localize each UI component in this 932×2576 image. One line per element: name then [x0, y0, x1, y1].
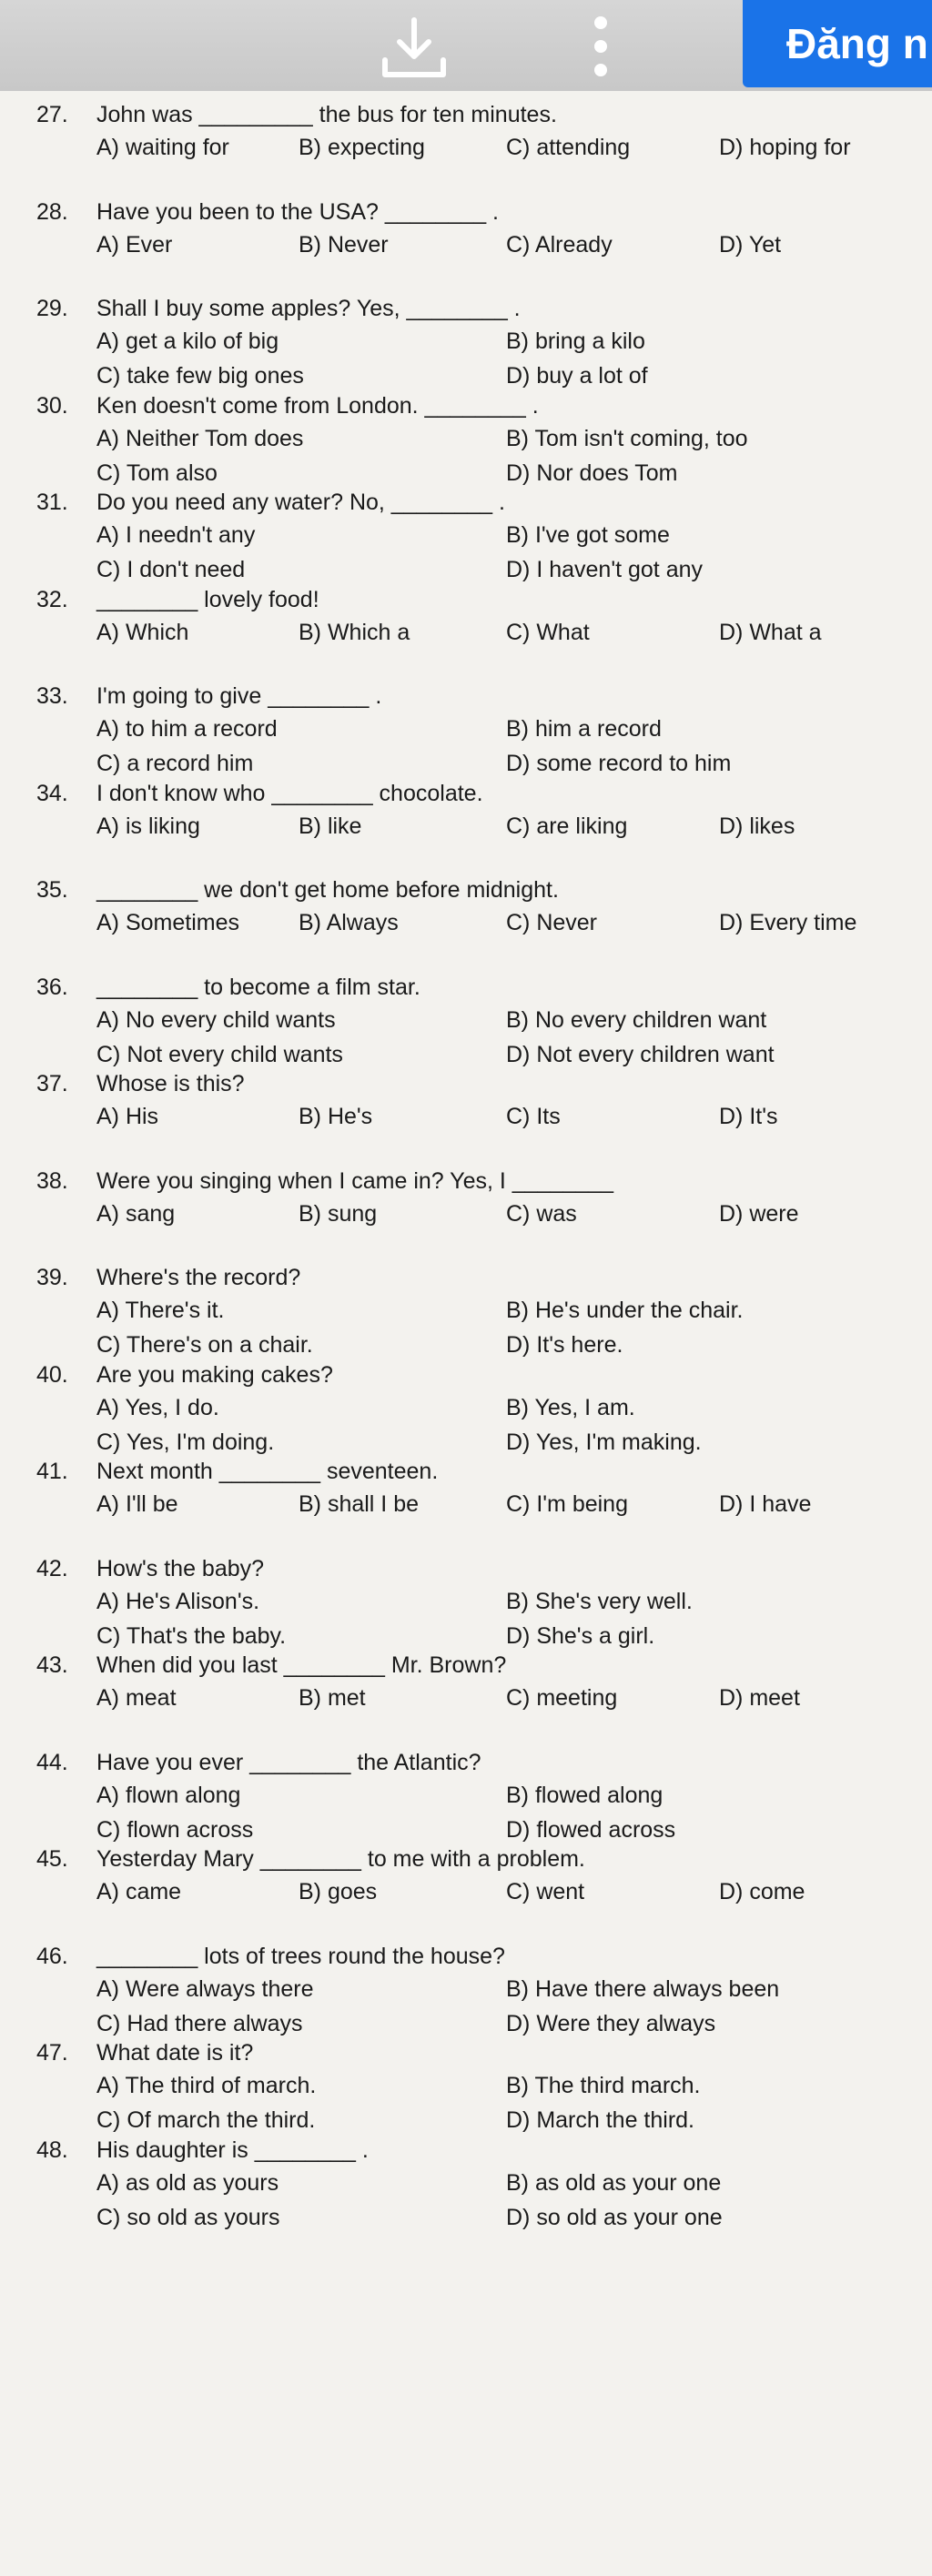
- question-number: 39.: [36, 1265, 68, 1290]
- answer-option: A) as old as yours: [96, 2169, 279, 2196]
- answer-option: C) I'm being: [506, 1491, 628, 1517]
- answer-option: C) What: [506, 619, 590, 645]
- answer-option: A) Which: [96, 619, 189, 645]
- question-text: How's the baby?: [96, 1555, 265, 1581]
- answer-option: D) flowed across: [506, 1816, 676, 1843]
- answer-option: B) He's under the chair.: [506, 1298, 744, 1323]
- answer-option: B) bring a kilo: [506, 328, 645, 354]
- question-item: [0, 1359, 932, 1455]
- question-number: 37.: [36, 1071, 68, 1096]
- question-number: 44.: [36, 1749, 68, 1775]
- question-text: What date is it?: [96, 2040, 254, 2066]
- answer-option: D) It's here.: [506, 1332, 623, 1358]
- question-item: [0, 1843, 932, 1934]
- question-text: His daughter is ________ .: [96, 2137, 369, 2163]
- answer-option: A) The third of march.: [96, 2073, 317, 2098]
- question-item: [0, 292, 932, 389]
- question-number: 34.: [36, 780, 68, 806]
- question-text: Ken doesn't come from London. ________ .: [96, 392, 539, 419]
- question-number: 35.: [36, 877, 68, 903]
- question-text: Whose is this?: [96, 1071, 245, 1096]
- answer-option: D) I have: [719, 1491, 812, 1517]
- question-item: [0, 1649, 932, 1740]
- top-toolbar: [0, 0, 932, 93]
- answer-option: B) like: [299, 813, 362, 839]
- question-number: 27.: [36, 102, 68, 127]
- answer-option: B) shall I be: [299, 1491, 420, 1517]
- answer-option: C) That's the baby.: [96, 1622, 287, 1649]
- question-number: 32.: [36, 586, 68, 612]
- more-vertical-icon-dot: [594, 40, 607, 53]
- question-item: [0, 389, 932, 486]
- answer-option: A) He's Alison's.: [96, 1588, 260, 1614]
- answer-option: D) buy a lot of: [506, 363, 648, 389]
- answer-option: B) goes: [299, 1879, 378, 1904]
- answer-option: B) Which a: [299, 619, 410, 645]
- question-item: [0, 680, 932, 776]
- answer-option: D) Every time: [719, 910, 857, 935]
- answer-option: D) She's a girl.: [506, 1622, 655, 1649]
- answer-option: B) Yes, I am.: [506, 1394, 635, 1420]
- answer-option: A) get a kilo of big: [96, 328, 279, 354]
- answer-option: B) Have there always been: [506, 1975, 780, 2002]
- question-number: 41.: [36, 1459, 68, 1484]
- answer-option: C) Its: [506, 1104, 561, 1129]
- answer-option: B) Always: [299, 910, 399, 935]
- question-item: [0, 98, 932, 189]
- more-vertical-icon-dot: [594, 64, 607, 76]
- answer-option: D) meet: [719, 1685, 800, 1711]
- question-number: 45.: [36, 1846, 68, 1872]
- answer-option: A) Yes, I do.: [96, 1394, 219, 1420]
- login-button[interactable]: Đăng n: [743, 0, 932, 87]
- answer-option: D) likes: [719, 813, 795, 839]
- answer-option: D) What a: [719, 619, 822, 645]
- answer-option: C) I don't need: [96, 557, 246, 582]
- answer-option: B) Tom isn't coming, too: [506, 425, 748, 451]
- question-item: [0, 777, 932, 868]
- answer-option: D) Yes, I'm making.: [506, 1429, 702, 1455]
- question-item: [0, 1455, 932, 1546]
- answer-option: D) so old as your one: [506, 2204, 723, 2230]
- more-vertical-icon: [594, 16, 607, 29]
- question-text: ________ we don't get home before midnight.: [96, 877, 559, 903]
- question-item: [0, 1067, 932, 1158]
- question-item: [0, 971, 932, 1067]
- question-text: ________ lots of trees round the house?: [96, 1943, 505, 1969]
- answer-option: D) were: [719, 1200, 799, 1227]
- answer-option: B) met: [299, 1685, 366, 1711]
- question-item: [0, 2134, 932, 2230]
- answer-option: C) Already: [506, 231, 613, 258]
- question-text: Shall I buy some apples? Yes, ________ .: [96, 296, 521, 321]
- answer-option: A) waiting for: [96, 135, 229, 160]
- answer-option: A) is liking: [96, 813, 200, 839]
- answer-option: C) attending: [506, 135, 631, 160]
- answer-option: C) went: [506, 1879, 585, 1904]
- answer-option: C) Tom also: [96, 460, 218, 486]
- question-number: 48.: [36, 2137, 68, 2163]
- answer-option: C) Had there always: [96, 2010, 303, 2036]
- question-text: Do you need any water? No, ________ .: [96, 490, 505, 515]
- question-item: [0, 1552, 932, 1649]
- question-item: [0, 583, 932, 674]
- more-options-button[interactable]: [573, 7, 628, 86]
- download-icon: [378, 15, 451, 84]
- question-number: 31.: [36, 490, 68, 515]
- question-number: 30.: [36, 392, 68, 419]
- question-item: [0, 1261, 932, 1358]
- answer-option: B) The third march.: [506, 2073, 701, 2098]
- answer-option: B) sung: [299, 1200, 378, 1227]
- question-number: 28.: [36, 198, 68, 225]
- question-text: Yesterday Mary ________ to me with a problem.: [96, 1846, 585, 1872]
- answer-option: A) meat: [96, 1685, 177, 1711]
- question-item: [0, 486, 932, 582]
- question-number: 43.: [36, 1652, 68, 1678]
- question-text: ________ lovely food!: [96, 586, 319, 612]
- answer-option: A) Sometimes: [96, 910, 239, 935]
- answer-option: A) Neither Tom does: [96, 425, 304, 451]
- answer-option: D) hoping for: [719, 135, 851, 160]
- question-number: 36.: [36, 974, 68, 1000]
- question-number: 46.: [36, 1943, 68, 1969]
- question-text: Have you ever ________ the Atlantic?: [96, 1749, 481, 1775]
- question-item: [0, 1940, 932, 2036]
- answer-option: D) Nor does Tom: [506, 460, 678, 486]
- answer-option: B) She's very well.: [506, 1588, 693, 1614]
- answer-option: D) Were they always: [506, 2010, 716, 2036]
- answer-option: A) I'll be: [96, 1491, 178, 1517]
- answer-option: A) Ever: [96, 231, 173, 258]
- question-text: Are you making cakes?: [96, 1361, 333, 1388]
- answer-option: B) expecting: [299, 135, 425, 160]
- answer-option: C) are liking: [506, 813, 628, 839]
- question-item: [0, 196, 932, 287]
- answer-option: A) came: [96, 1879, 182, 1904]
- answer-option: B) No every children want: [506, 1006, 767, 1033]
- answer-option: C) flown across: [96, 1816, 254, 1843]
- question-text: When did you last ________ Mr. Brown?: [96, 1652, 507, 1678]
- answer-option: C) Of march the third.: [96, 2107, 316, 2133]
- answer-option: D) March the third.: [506, 2107, 695, 2133]
- answer-option: C) a record him: [96, 751, 254, 776]
- question-number: 42.: [36, 1555, 68, 1581]
- answer-option: C) so old as yours: [96, 2204, 280, 2230]
- question-item: [0, 1746, 932, 1843]
- question-text: Next month ________ seventeen.: [96, 1459, 439, 1484]
- answer-option: B) I've got some: [506, 522, 670, 548]
- answer-option: B) He's: [299, 1104, 373, 1129]
- answer-option: D) some record to him: [506, 751, 732, 776]
- question-item: [0, 874, 932, 965]
- answer-option: A) sang: [96, 1200, 176, 1227]
- question-text: Were you singing when I came in? Yes, I ________: [96, 1167, 613, 1194]
- question-number: 47.: [36, 2040, 68, 2066]
- question-number: 29.: [36, 296, 68, 321]
- answer-option: A) His: [96, 1104, 159, 1129]
- answer-option: C) take few big ones: [96, 363, 304, 389]
- answer-option: B) as old as your one: [506, 2169, 722, 2196]
- answer-option: B) flowed along: [506, 1782, 664, 1808]
- answer-option: C) meeting: [506, 1685, 618, 1711]
- question-number: 33.: [36, 683, 68, 709]
- question-text: I don't know who ________ chocolate.: [96, 780, 483, 806]
- question-text: ________ to become a film star.: [96, 974, 420, 1000]
- answer-option: A) flown along: [96, 1782, 241, 1808]
- answer-option: C) Yes, I'm doing.: [96, 1429, 275, 1455]
- question-item: [0, 2036, 932, 2133]
- answer-option: A) No every child wants: [96, 1006, 336, 1033]
- question-text: Where's the record?: [96, 1265, 301, 1290]
- answer-option: C) was: [506, 1200, 577, 1227]
- download-button[interactable]: [373, 13, 455, 86]
- answer-option: A) I needn't any: [96, 522, 256, 548]
- answer-option: C) Not every child wants: [96, 1041, 343, 1067]
- answer-option: C) There's on a chair.: [96, 1332, 313, 1358]
- answer-option: A) to him a record: [96, 716, 278, 742]
- question-text: Have you been to the USA? ________ .: [96, 198, 499, 225]
- answer-option: B) Never: [299, 231, 389, 258]
- answer-option: D) It's: [719, 1104, 778, 1129]
- answer-option: D) come: [719, 1879, 805, 1904]
- question-text: John was _________ the bus for ten minutes.: [96, 102, 557, 127]
- question-item: [0, 1165, 932, 1256]
- worksheet-page: [0, 91, 932, 2576]
- question-number: 38.: [36, 1167, 68, 1194]
- question-text: I'm going to give ________ .: [96, 683, 382, 709]
- answer-option: D) I haven't got any: [506, 557, 704, 582]
- answer-option: C) Never: [506, 910, 598, 935]
- question-number: 40.: [36, 1361, 68, 1388]
- answer-option: D) Yet: [719, 231, 782, 258]
- answer-option: A) Were always there: [96, 1975, 314, 2002]
- answer-option: B) him a record: [506, 716, 662, 742]
- answer-option: A) There's it.: [96, 1298, 225, 1323]
- answer-option: D) Not every children want: [506, 1041, 775, 1067]
